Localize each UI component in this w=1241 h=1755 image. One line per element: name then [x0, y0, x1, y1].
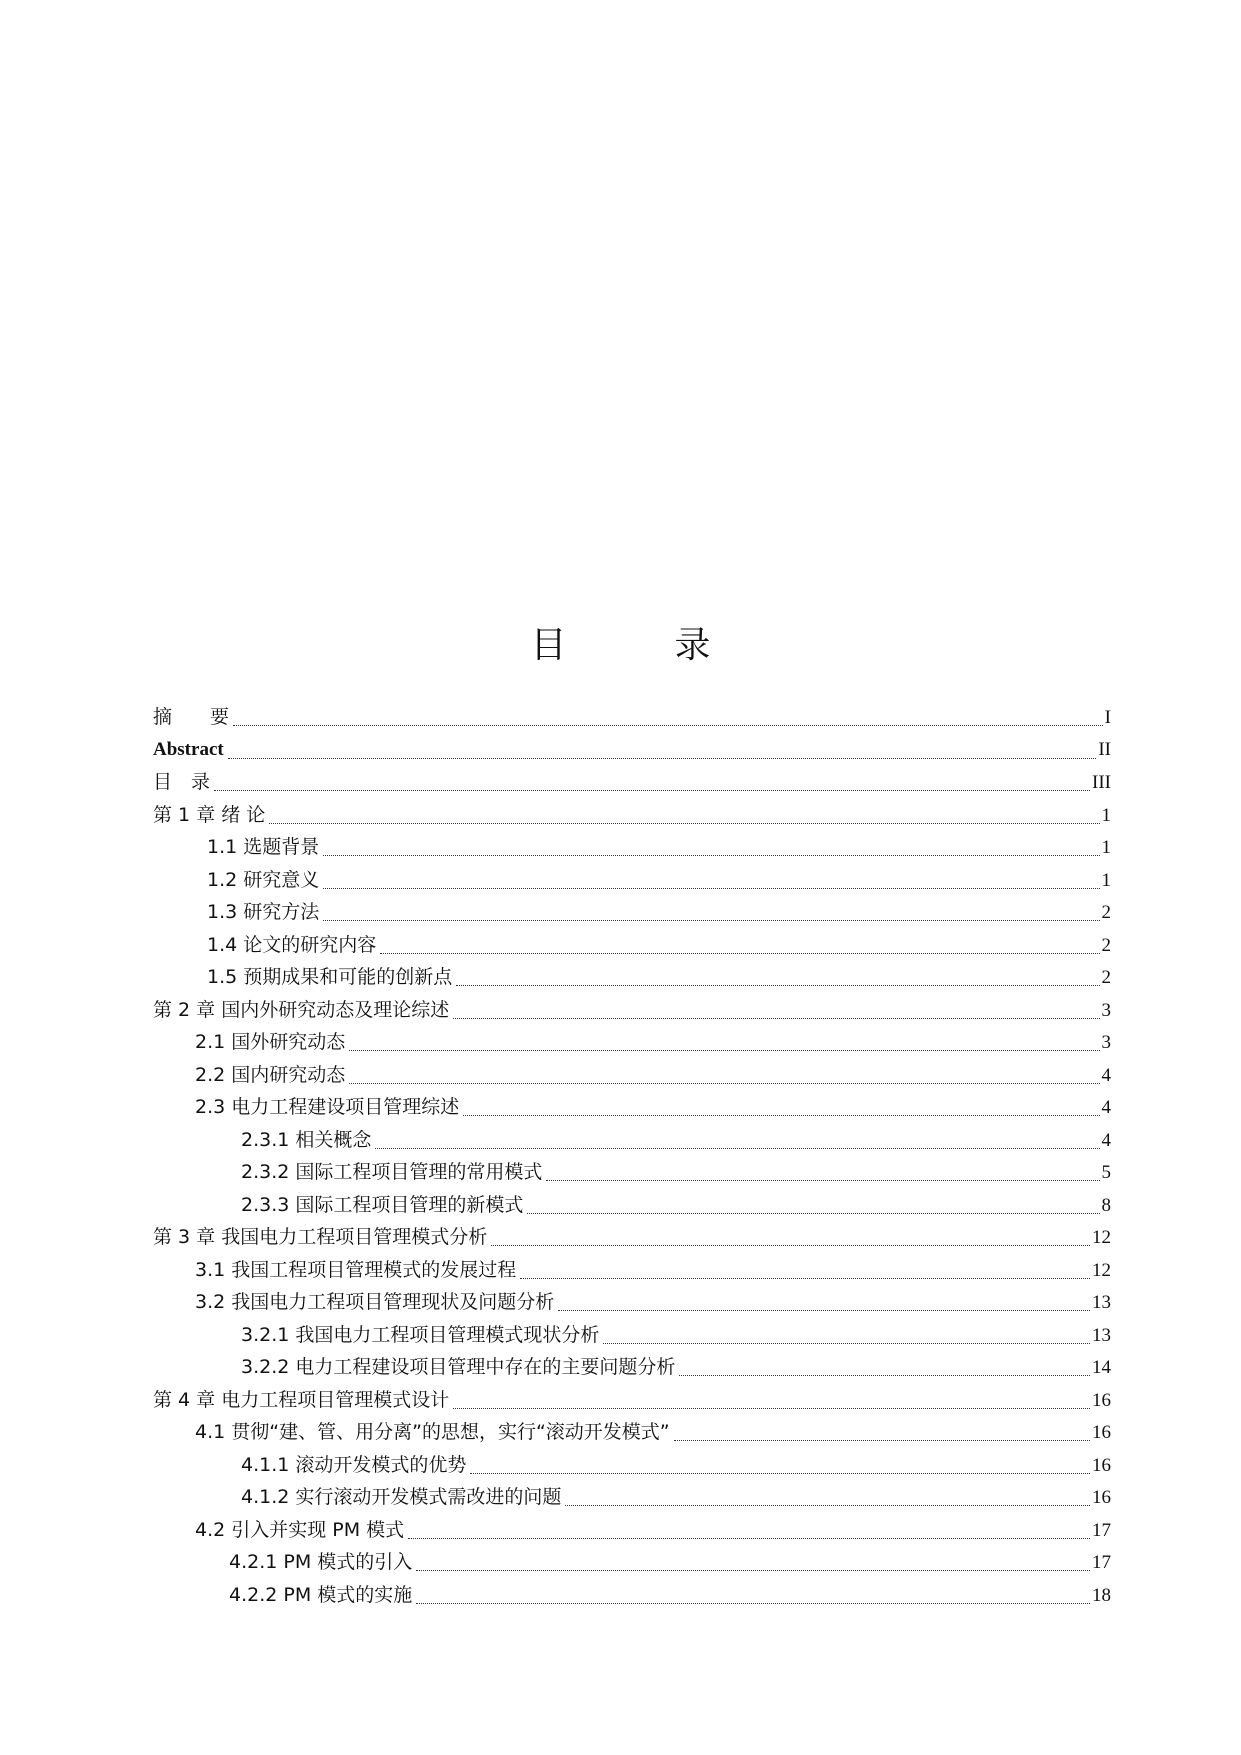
- toc-entry-page-number: 16: [1092, 1454, 1111, 1476]
- toc-entry-label: 4.2.1 PM 模式的引入: [229, 1551, 413, 1573]
- toc-entry[interactable]: [153, 1221, 1111, 1254]
- toc-entry-page-number: 8: [1101, 1194, 1111, 1216]
- toc-entry-label: 4.1 贯彻“建、管、用分离”的思想，实行“滚动开发模式”: [195, 1421, 670, 1443]
- toc-entry-page-number: 14: [1092, 1357, 1111, 1378]
- toc-entry[interactable]: [153, 1059, 1111, 1092]
- toc-entry[interactable]: [153, 1579, 1111, 1612]
- toc-entry[interactable]: [153, 1124, 1111, 1157]
- toc-entry-label: 2.2 国内研究动态: [195, 1063, 346, 1086]
- toc-entry[interactable]: [153, 896, 1111, 929]
- toc-entry-page-number: II: [1098, 738, 1111, 760]
- toc-entry[interactable]: [153, 1481, 1111, 1514]
- dot-leader: [520, 1277, 1090, 1279]
- dot-leader: [323, 854, 1099, 856]
- toc-entry-label: 2.3.1 相关概念: [241, 1128, 372, 1151]
- toc-entry-label: 第 4 章 电力工程项目管理模式设计: [153, 1388, 450, 1411]
- toc-entry-page-number: 12: [1092, 1227, 1111, 1248]
- toc-entry-label: 3.1 我国工程项目管理模式的发展过程: [195, 1258, 517, 1281]
- toc-entry[interactable]: [153, 1026, 1111, 1059]
- toc-entry-page-number: 12: [1092, 1259, 1111, 1281]
- dot-leader: [233, 724, 1103, 726]
- toc-entry-label: 3.2 我国电力工程项目管理现状及问题分析: [195, 1291, 555, 1313]
- dot-leader: [269, 822, 1099, 824]
- toc-entry[interactable]: [153, 1254, 1111, 1287]
- toc-entry[interactable]: [153, 766, 1111, 799]
- toc-entry[interactable]: [153, 1091, 1111, 1124]
- toc-entry-label: 4.1.2 实行滚动开发模式需改进的问题: [241, 1486, 562, 1508]
- dot-leader: [349, 1049, 1099, 1051]
- dot-leader: [228, 757, 1097, 759]
- dot-leader: [603, 1342, 1090, 1344]
- toc-entry-page-number: 1: [1101, 804, 1111, 826]
- toc-entry-label: 2.3.2 国际工程项目管理的常用模式: [241, 1161, 543, 1183]
- dot-leader: [323, 919, 1099, 921]
- toc-entry-label: 第 3 章 我国电力工程项目管理模式分析: [153, 1226, 488, 1248]
- toc-entry-page-number: 1: [1101, 837, 1111, 858]
- toc-entry-label: 4.2 引入并实现 PM 模式: [195, 1518, 405, 1541]
- toc-entry[interactable]: [153, 1416, 1111, 1449]
- dot-leader: [214, 789, 1090, 791]
- toc-entry-label: 1.4 论文的研究内容: [207, 933, 377, 956]
- toc-entry-page-number: 4: [1101, 1064, 1111, 1086]
- dot-leader: [558, 1309, 1090, 1311]
- toc-entry-label: 第 1 章 绪 论: [153, 803, 266, 826]
- dot-leader: [527, 1212, 1099, 1214]
- toc-entry[interactable]: [153, 961, 1111, 994]
- toc-entry[interactable]: [153, 1546, 1111, 1579]
- toc-entry-label: 3.2.2 电力工程建设项目管理中存在的主要问题分析: [241, 1356, 676, 1378]
- toc-entry-page-number: 18: [1092, 1584, 1111, 1606]
- dot-leader: [491, 1244, 1090, 1246]
- dot-leader: [679, 1374, 1090, 1376]
- toc-entry-page-number: 17: [1092, 1552, 1111, 1573]
- toc-entry-page-number: 2: [1101, 934, 1111, 956]
- toc-entry-page-number: 1: [1101, 869, 1111, 891]
- toc-entry[interactable]: [153, 1514, 1111, 1547]
- toc-entry-page-number: 3: [1101, 1032, 1111, 1053]
- toc-entry[interactable]: [153, 831, 1111, 864]
- toc-entry[interactable]: [153, 1189, 1111, 1222]
- toc-entry-label: 目 录: [153, 771, 211, 793]
- dot-leader: [416, 1569, 1090, 1571]
- toc-entry[interactable]: [153, 1156, 1111, 1189]
- dot-leader: [456, 984, 1099, 986]
- dot-leader: [408, 1537, 1090, 1539]
- toc-entry-page-number: 13: [1092, 1324, 1111, 1346]
- toc-entry[interactable]: [153, 864, 1111, 897]
- dot-leader: [546, 1179, 1099, 1181]
- toc-entry[interactable]: [153, 1449, 1111, 1482]
- dot-leader: [470, 1472, 1090, 1474]
- toc-entry[interactable]: [153, 799, 1111, 832]
- toc-entry[interactable]: [153, 929, 1111, 962]
- toc-entry-page-number: 2: [1101, 902, 1111, 923]
- toc-entry-page-number: I: [1104, 707, 1111, 728]
- toc-entry-label: 4.2.2 PM 模式的实施: [229, 1583, 413, 1606]
- dot-leader: [674, 1439, 1090, 1441]
- toc-entry-label: 3.2.1 我国电力工程项目管理模式现状分析: [241, 1323, 600, 1346]
- toc-entry-label: 2.3 电力工程建设项目管理综述: [195, 1096, 460, 1118]
- dot-leader: [349, 1082, 1099, 1084]
- dot-leader: [416, 1602, 1090, 1604]
- toc-entry-page-number: 3: [1101, 999, 1111, 1021]
- toc-entry-label: 1.1 选题背景: [207, 836, 320, 858]
- toc-entry[interactable]: [153, 1319, 1111, 1352]
- toc-entry-label: 2.1 国外研究动态: [195, 1031, 346, 1053]
- toc-entry-label: 1.2 研究意义: [207, 868, 320, 891]
- dot-leader: [463, 1114, 1099, 1116]
- toc-entry-label: 2.3.3 国际工程项目管理的新模式: [241, 1193, 524, 1216]
- toc-entry-page-number: 4: [1101, 1129, 1111, 1151]
- toc-entry-page-number: 16: [1092, 1487, 1111, 1508]
- toc-entry-label: 1.3 研究方法: [207, 901, 320, 923]
- toc-title: 目 录: [530, 625, 747, 666]
- dot-leader: [375, 1147, 1099, 1149]
- toc-entry[interactable]: [153, 734, 1111, 767]
- dot-leader: [453, 1017, 1099, 1019]
- toc-entry[interactable]: [153, 994, 1111, 1027]
- toc-entry-page-number: 17: [1092, 1519, 1111, 1541]
- toc-entry-page-number: 5: [1101, 1162, 1111, 1183]
- toc-entry-label: 4.1.1 滚动开发模式的优势: [241, 1453, 467, 1476]
- toc-entry-label: 1.5 预期成果和可能的创新点: [207, 966, 453, 988]
- toc-entry[interactable]: [153, 1351, 1111, 1384]
- toc-entry-page-number: 4: [1101, 1097, 1111, 1118]
- toc-entry-page-number: 2: [1101, 967, 1111, 988]
- toc-entry-page-number: 16: [1092, 1389, 1111, 1411]
- toc-entry[interactable]: [153, 1384, 1111, 1417]
- toc-entry-label: 摘 要: [153, 706, 230, 728]
- toc-entry-page-number: 13: [1092, 1292, 1111, 1313]
- toc-entry[interactable]: [153, 1286, 1111, 1319]
- toc-entry-label: 第 2 章 国内外研究动态及理论综述: [153, 998, 450, 1021]
- dot-leader: [453, 1407, 1090, 1409]
- table-of-contents: [153, 701, 1111, 1611]
- dot-leader: [380, 952, 1099, 954]
- toc-entry-page-number: 16: [1092, 1422, 1111, 1443]
- toc-entry-page-number: III: [1092, 772, 1111, 793]
- toc-entry-label: Abstract: [153, 738, 224, 760]
- dot-leader: [323, 887, 1099, 889]
- toc-entry[interactable]: [153, 701, 1111, 734]
- dot-leader: [565, 1504, 1090, 1506]
